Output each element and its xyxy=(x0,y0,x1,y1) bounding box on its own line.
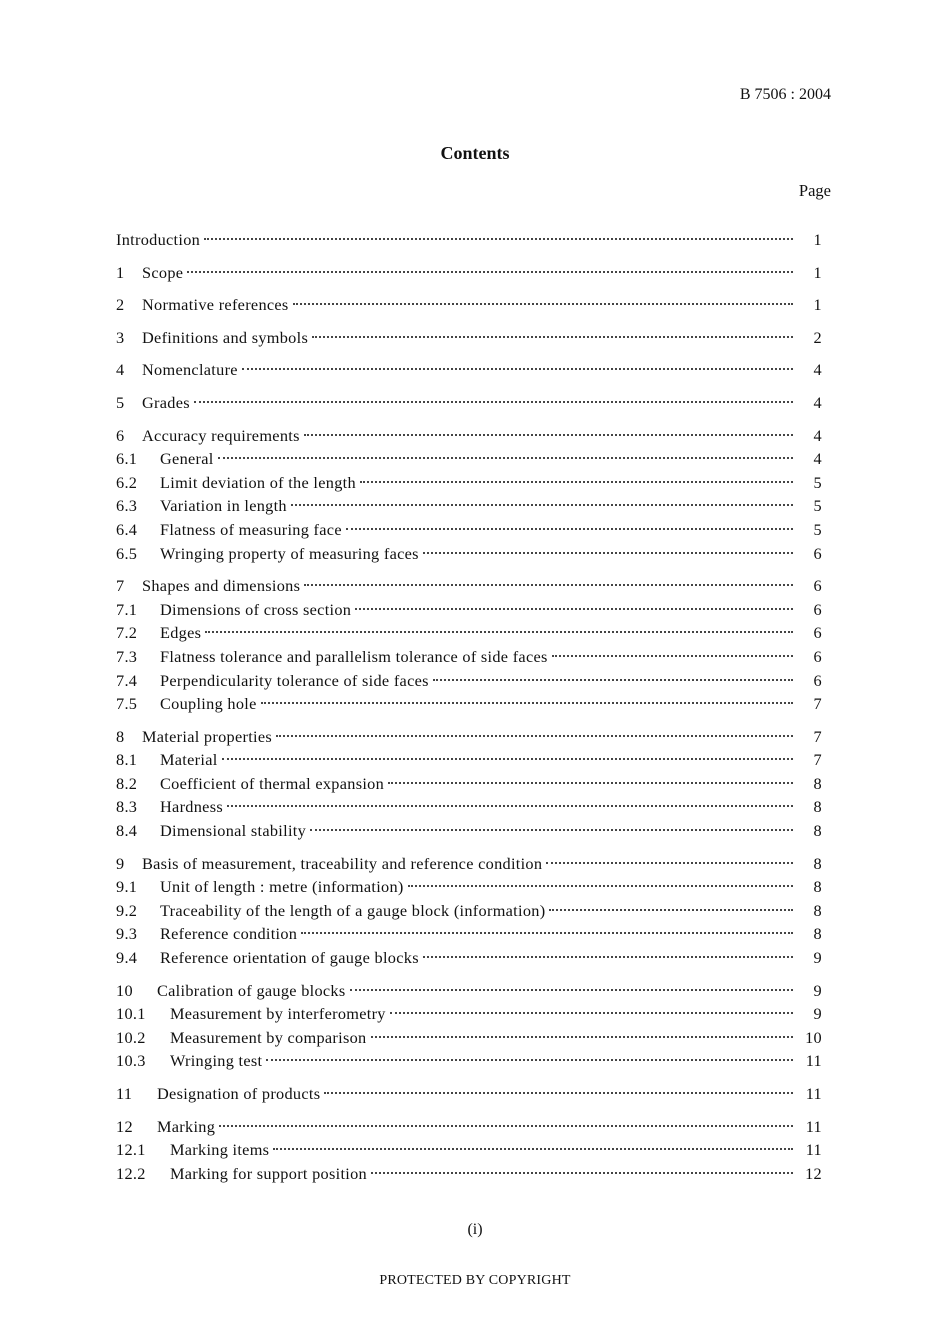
toc-entry-title: Variation in length xyxy=(160,496,287,516)
toc-entry-title: Flatness tolerance and parallelism tolerance of side faces xyxy=(160,646,548,666)
toc-entry-page: 7 xyxy=(813,694,822,714)
toc-entry-page: 11 xyxy=(805,1084,822,1103)
toc-group xyxy=(116,328,822,352)
table-of-contents xyxy=(116,230,822,1196)
toc-entry-title: Coupling hole xyxy=(160,694,257,714)
toc-entry-page: 11 xyxy=(805,1116,822,1136)
toc-group xyxy=(116,727,822,845)
dot-leader xyxy=(350,989,793,991)
toc-entry[interactable] xyxy=(116,426,822,450)
toc-entry[interactable] xyxy=(116,600,822,624)
toc-entry-number: 8.1 xyxy=(116,750,138,770)
toc-entry-title: Measurement by interferometry xyxy=(170,1004,386,1024)
toc-entry-number: 2 xyxy=(116,295,125,315)
toc-group xyxy=(116,1084,822,1108)
toc-entry[interactable] xyxy=(116,295,822,319)
dot-leader xyxy=(291,504,793,506)
toc-group xyxy=(116,393,822,417)
toc-entry-page: 11 xyxy=(805,1051,822,1071)
toc-entry-number: 9 xyxy=(116,853,125,873)
toc-entry-number: 6.2 xyxy=(116,472,138,492)
toc-entry[interactable] xyxy=(116,647,822,671)
toc-entry[interactable] xyxy=(116,576,822,600)
toc-entry-number: 6.5 xyxy=(116,543,138,563)
toc-entry[interactable] xyxy=(116,496,822,520)
toc-entry-page: 2 xyxy=(813,327,822,347)
toc-entry[interactable] xyxy=(116,1051,822,1075)
dot-leader xyxy=(324,1092,793,1094)
toc-entry-title: Dimensional stability xyxy=(160,821,307,841)
toc-entry[interactable] xyxy=(116,449,822,473)
toc-entry[interactable] xyxy=(116,1084,822,1108)
dot-leader xyxy=(242,368,793,370)
toc-entry-title: Nomenclature xyxy=(142,360,238,380)
toc-entry[interactable] xyxy=(116,877,822,901)
toc-entry-page: 4 xyxy=(813,392,822,412)
toc-entry-page: 6 xyxy=(813,599,822,619)
dot-leader xyxy=(310,829,793,831)
dot-leader xyxy=(390,1012,793,1014)
toc-entry-title: Perpendicularity tolerance of side faces xyxy=(160,670,429,690)
toc-entry-number: 7.1 xyxy=(116,599,138,619)
toc-entry-title: Material xyxy=(160,750,218,770)
dot-leader xyxy=(549,909,793,911)
toc-group xyxy=(116,263,822,287)
toc-entry-number: 10 xyxy=(116,980,133,1000)
dot-leader xyxy=(371,1172,793,1174)
toc-entry-number: 6.4 xyxy=(116,519,138,539)
toc-entry-title: Traceability of the length of a gauge block (information) xyxy=(160,900,546,920)
dot-leader xyxy=(423,552,793,554)
dot-leader xyxy=(388,782,793,784)
toc-entry-number: 7.3 xyxy=(116,646,138,666)
toc-entry-page: 8 xyxy=(813,821,822,841)
toc-entry-page: 6 xyxy=(813,543,822,563)
dot-leader xyxy=(222,758,793,760)
toc-entry-title: Reference condition xyxy=(160,924,298,944)
dot-leader xyxy=(312,336,793,338)
toc-entry-number: 3 xyxy=(116,327,125,347)
toc-entry-page: 8 xyxy=(813,900,822,920)
toc-entry-title: Marking items xyxy=(170,1140,270,1160)
toc-entry-number: 5 xyxy=(116,392,125,412)
toc-entry-number: 8.4 xyxy=(116,821,138,841)
toc-entry[interactable] xyxy=(116,981,822,1005)
dot-leader xyxy=(433,679,793,681)
toc-entry-title: Scope xyxy=(142,262,184,282)
toc-entry-page: 1 xyxy=(813,262,822,282)
toc-entry-number: 7.4 xyxy=(116,670,138,690)
toc-entry[interactable] xyxy=(116,393,822,417)
toc-entry-number: 7.5 xyxy=(116,694,138,714)
toc-entry[interactable] xyxy=(116,750,822,774)
copyright-footer: PROTECTED BY COPYRIGHT xyxy=(379,1273,571,1288)
toc-group xyxy=(116,360,822,384)
toc-entry-title: Calibration of gauge blocks xyxy=(157,980,346,1000)
toc-entry[interactable] xyxy=(116,520,822,544)
dot-leader xyxy=(273,1148,793,1150)
dot-leader xyxy=(346,528,793,530)
toc-entry-title: Shapes and dimensions xyxy=(142,576,301,596)
dot-leader xyxy=(552,655,793,657)
toc-entry-page: 9 xyxy=(813,948,822,968)
dot-leader xyxy=(204,238,793,240)
dot-leader xyxy=(408,885,793,887)
toc-entry-number: 9.1 xyxy=(116,877,138,897)
dot-leader xyxy=(546,862,793,864)
toc-entry[interactable] xyxy=(116,623,822,647)
toc-entry-title: Grades xyxy=(142,392,190,412)
toc-entry[interactable] xyxy=(116,727,822,751)
toc-entry-page: 9 xyxy=(813,1004,822,1024)
toc-entry-title: Wringing test xyxy=(170,1051,263,1071)
toc-group xyxy=(116,295,822,319)
toc-entry-page: 1 xyxy=(813,295,822,315)
toc-entry[interactable] xyxy=(116,774,822,798)
toc-entry[interactable] xyxy=(116,230,822,254)
toc-entry[interactable] xyxy=(116,473,822,497)
toc-group xyxy=(116,426,822,568)
toc-entry-title: Unit of length : metre (information) xyxy=(160,877,404,897)
toc-entry-title: Flatness of measuring face xyxy=(160,519,342,539)
toc-entry-page: 7 xyxy=(813,726,822,746)
toc-entry-number: 4 xyxy=(116,360,125,380)
dot-leader xyxy=(301,932,793,934)
toc-entry-title: Marking for support position xyxy=(170,1163,367,1183)
toc-entry-page: 6 xyxy=(813,670,822,690)
toc-group xyxy=(116,1117,822,1188)
toc-entry-number: 8.2 xyxy=(116,773,138,793)
page-folio: (i) xyxy=(467,1221,483,1238)
toc-entry-title: Designation of products xyxy=(157,1084,321,1103)
dot-leader xyxy=(360,481,793,483)
toc-entry-title: Measurement by comparison xyxy=(170,1027,367,1047)
toc-entry[interactable] xyxy=(116,694,822,718)
toc-entry[interactable] xyxy=(116,544,822,568)
toc-entry-number: 12.2 xyxy=(116,1163,146,1183)
page-title: Contents xyxy=(440,143,510,163)
toc-entry-number: 9.2 xyxy=(116,900,138,920)
toc-entry-number: 10.3 xyxy=(116,1051,146,1071)
toc-entry-number: 6.1 xyxy=(116,449,138,469)
toc-entry-number: 8 xyxy=(116,726,125,746)
toc-entry-title: Hardness xyxy=(160,797,223,817)
toc-entry-title: Basis of measurement, traceability and reference condition xyxy=(142,853,543,873)
toc-entry-page: 8 xyxy=(813,877,822,897)
dot-leader xyxy=(304,584,793,586)
toc-entry[interactable] xyxy=(116,1117,822,1141)
standard-number: B 7506 : 2004 xyxy=(739,86,831,103)
toc-entry-title: Introduction xyxy=(116,230,201,249)
dot-leader xyxy=(194,401,793,403)
dot-leader xyxy=(293,303,793,305)
toc-entry-page: 1 xyxy=(813,230,822,249)
dot-leader xyxy=(187,271,793,273)
toc-group xyxy=(116,854,822,972)
toc-entry[interactable] xyxy=(116,1028,822,1052)
dot-leader xyxy=(355,608,793,610)
toc-entry-page: 6 xyxy=(813,623,822,643)
toc-entry-title: Normative references xyxy=(142,295,289,315)
toc-entry-number: 10.2 xyxy=(116,1027,146,1047)
toc-entry-number: 8.3 xyxy=(116,797,138,817)
page-column-heading: Page xyxy=(798,181,831,200)
toc-entry-title: Accuracy requirements xyxy=(142,425,300,445)
toc-entry-title: Limit deviation of the length xyxy=(160,472,356,492)
toc-entry-number: 9.4 xyxy=(116,948,138,968)
toc-entry[interactable] xyxy=(116,1140,822,1164)
toc-entry-title: Material properties xyxy=(142,726,273,746)
toc-entry-page: 6 xyxy=(813,576,822,596)
toc-entry[interactable] xyxy=(116,901,822,925)
dot-leader xyxy=(261,702,793,704)
toc-entry[interactable] xyxy=(116,360,822,384)
toc-entry-title: Marking xyxy=(157,1116,216,1136)
toc-entry[interactable] xyxy=(116,854,822,878)
toc-entry-title: Dimensions of cross section xyxy=(160,599,352,619)
toc-entry-page: 6 xyxy=(813,646,822,666)
toc-entry-number: 12.1 xyxy=(116,1140,146,1160)
toc-entry-number: 7.2 xyxy=(116,623,138,643)
toc-entry[interactable] xyxy=(116,821,822,845)
toc-entry-number: 12 xyxy=(116,1116,133,1136)
toc-entry[interactable] xyxy=(116,263,822,287)
toc-entry-page: 7 xyxy=(813,750,822,770)
dot-leader xyxy=(219,1125,793,1127)
dot-leader xyxy=(276,735,793,737)
toc-entry-title: General xyxy=(160,449,214,469)
toc-group xyxy=(116,576,822,718)
toc-entry-page: 12 xyxy=(805,1163,822,1183)
toc-entry-number: 9.3 xyxy=(116,924,138,944)
toc-entry[interactable] xyxy=(116,948,822,972)
toc-entry-page: 4 xyxy=(813,425,822,445)
dot-leader xyxy=(218,457,793,459)
toc-entry-title: Coefficient of thermal expansion xyxy=(160,773,385,793)
toc-entry-title: Reference orientation of gauge blocks xyxy=(160,948,419,968)
toc-entry-page: 5 xyxy=(813,496,822,516)
toc-entry-page: 10 xyxy=(805,1027,822,1047)
dot-leader xyxy=(371,1036,794,1038)
toc-entry-title: Edges xyxy=(160,623,202,643)
toc-entry-title: Definitions and symbols xyxy=(142,327,309,347)
toc-entry-page: 8 xyxy=(813,924,822,944)
dot-leader xyxy=(227,805,793,807)
toc-entry[interactable] xyxy=(116,797,822,821)
toc-entry-page: 11 xyxy=(805,1140,822,1160)
toc-group xyxy=(116,981,822,1075)
toc-entry[interactable] xyxy=(116,1004,822,1028)
toc-entry[interactable] xyxy=(116,671,822,695)
dot-leader xyxy=(423,956,793,958)
toc-entry-page: 5 xyxy=(813,472,822,492)
toc-entry-number: 11 xyxy=(116,1084,133,1103)
toc-entry-number: 1 xyxy=(116,262,125,282)
toc-entry-number: 6 xyxy=(116,425,125,445)
toc-entry-page: 8 xyxy=(813,853,822,873)
toc-entry-page: 9 xyxy=(813,980,822,1000)
toc-entry-number: 10.1 xyxy=(116,1004,146,1024)
toc-entry-page: 8 xyxy=(813,797,822,817)
dot-leader xyxy=(266,1059,793,1061)
toc-entry[interactable] xyxy=(116,1164,822,1188)
toc-entry-title: Wringing property of measuring faces xyxy=(160,543,419,563)
toc-entry[interactable] xyxy=(116,924,822,948)
toc-entry[interactable] xyxy=(116,328,822,352)
toc-entry-number: 7 xyxy=(116,576,125,596)
toc-entry-page: 4 xyxy=(813,449,822,469)
toc-entry-page: 5 xyxy=(813,519,822,539)
toc-entry-page: 8 xyxy=(813,773,822,793)
dot-leader xyxy=(304,434,793,436)
toc-entry-page: 4 xyxy=(813,360,822,380)
dot-leader xyxy=(205,631,793,633)
toc-group xyxy=(116,230,822,254)
toc-entry-number: 6.3 xyxy=(116,496,138,516)
